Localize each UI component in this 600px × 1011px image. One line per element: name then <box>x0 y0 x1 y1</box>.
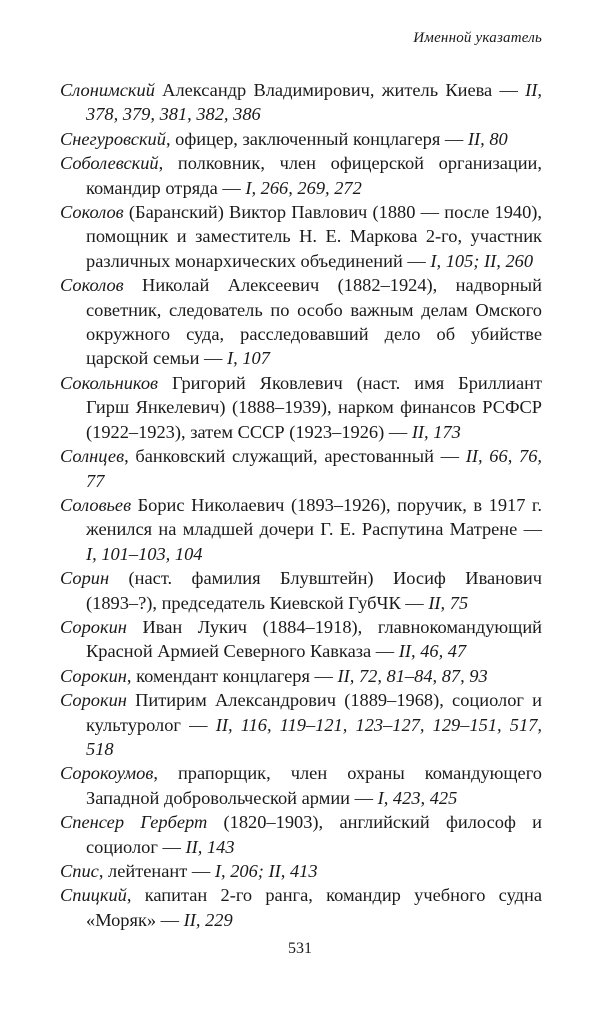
index-entry <box>60 810 542 859</box>
entry-page-refs: II, 75 <box>428 592 469 613</box>
entry-description: Александр Владимирович, житель Киева — <box>154 80 526 100</box>
entry-name: Спис <box>60 861 99 881</box>
entry-name: Соколов <box>60 275 124 296</box>
entry-description: , офицер, заключенный концлагеря — <box>165 128 468 149</box>
page-number: 531 <box>288 940 312 957</box>
entry-page-refs: I, 105; II, 260 <box>430 250 534 271</box>
index-entry <box>60 127 542 151</box>
entry-description: , лейтенант — <box>98 861 215 881</box>
entry-page-refs: II, 80 <box>467 128 508 149</box>
entry-description: (Баранский) Виктор Павлович (1880 — после 1940), помощник и заместитель Н. Е. Маркова 2-го, участник различных монархических объединений — <box>86 202 542 271</box>
entry-description: , капитан 2-го ранга, командир учебного судна «Моряк» — <box>86 885 542 930</box>
entry-description: (наст. фамилия Блувштейн) Иосиф Иванович (1893–?), председатель Киевской ГубЧК — <box>86 568 542 613</box>
entry-page-refs: I, 107 <box>227 348 270 369</box>
entry-page-refs: II, 46, 47 <box>398 641 467 662</box>
entry-description: , прапорщик, член охраны командующего Западной добровольческой армии — <box>86 763 542 808</box>
entry-name: Сорокин <box>60 690 127 711</box>
entry-name: Снегуровский <box>60 128 166 149</box>
index-entry <box>60 273 542 371</box>
entry-page-refs: II, 229 <box>183 909 233 930</box>
entry-description: Григорий Яковлевич (наст. имя Бриллиант Гирш Янкелевич) (1888–1939), нарком финансов РСФСР (1922–1923), затем СССР (1923–1926) — <box>86 372 542 442</box>
entry-description: , полковник, член офицерской организации, командир отряда — <box>86 153 542 198</box>
entry-name: Сорокин <box>60 616 127 637</box>
index-entry <box>60 371 542 444</box>
entry-page-refs: I, 206; II, 413 <box>214 861 318 881</box>
entry-page-refs: I, 266, 269, 272 <box>245 177 362 198</box>
index-entry <box>60 78 542 127</box>
entry-page-refs: II, 378, 379, 381, 382, 386 <box>86 80 542 125</box>
entry-name: Сорин <box>60 568 110 589</box>
entry-page-refs: I, 423, 425 <box>377 787 458 808</box>
entry-name: Сорокоумов <box>60 763 154 784</box>
running-header: Именной указатель <box>413 30 542 46</box>
index-entry <box>60 615 542 664</box>
entry-name: Солнцев <box>60 446 125 467</box>
index-entry <box>60 444 542 493</box>
index-entry <box>60 883 542 932</box>
entry-name: Соболевский <box>60 153 159 174</box>
index-entry <box>60 688 542 761</box>
entry-page-refs: I, 101–103, 104 <box>86 543 203 564</box>
entry-name: Спицкий <box>60 885 127 906</box>
index-entry <box>60 664 542 688</box>
entry-description: Питирим Александрович (1889–1968), социолог и культуролог — <box>86 690 542 735</box>
entry-page-refs: II, 173 <box>411 421 461 442</box>
entry-name: Сорокин <box>60 665 127 686</box>
entry-name: Слонимский <box>60 80 155 100</box>
index-entry <box>60 566 542 615</box>
entry-name: Сокольников <box>60 372 159 393</box>
entry-name: Спенсер Герберт <box>60 812 208 833</box>
entry-description: (1820–1903), английский философ и социолог — <box>86 812 542 857</box>
index-entry <box>60 151 542 200</box>
entry-page-refs: II, 116, 119–121, 123–127, 129–151, 517, 518 <box>86 714 542 759</box>
index-entry <box>60 200 542 273</box>
entry-description: Борис Николаевич (1893–1926), поручик, в 1917 г. женился на младшей дочери Г. Е. Распутина Матрене — <box>86 494 542 540</box>
entry-description: Николай Алексеевич (1882–1924), надворный советник, следователь по особо важным делам Омского окружного суда, расследовавший дело об убийстве царской семьи — <box>86 275 542 369</box>
entry-page-refs: II, 66, 76, 77 <box>86 446 542 491</box>
entry-page-refs: II, 72, 81–84, 87, 93 <box>337 665 488 686</box>
index-entry <box>60 761 542 810</box>
entry-description: , банковский служащий, арестованный — <box>124 446 466 467</box>
index-entry <box>60 859 542 883</box>
entry-name: Соколов <box>60 202 124 223</box>
index-entries <box>60 78 542 932</box>
entry-description: , комендант концлагеря — <box>126 665 338 686</box>
entry-name: Соловьев <box>60 494 132 515</box>
entry-description: Иван Лукич (1884–1918), главнокомандующий Красной Армией Северного Кавказа — <box>86 616 542 662</box>
index-entry <box>60 493 542 566</box>
entry-page-refs: II, 143 <box>185 836 235 857</box>
